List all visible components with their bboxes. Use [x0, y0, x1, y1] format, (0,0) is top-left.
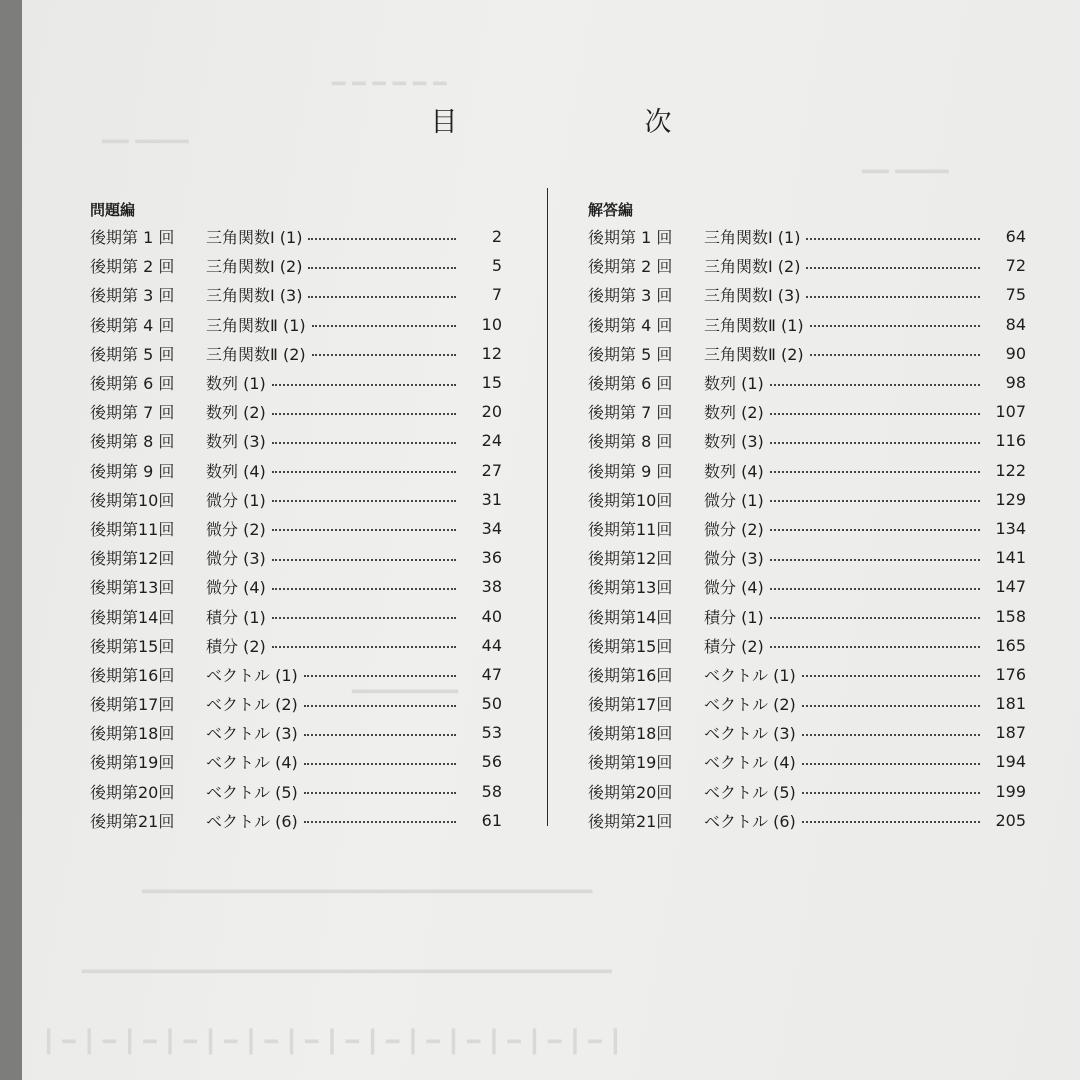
toc-topic: 微分 (2) — [704, 519, 764, 539]
toc-page-number: 107 — [995, 402, 1026, 422]
toc-leader-dots — [304, 675, 456, 677]
toc-leader-dots — [312, 354, 456, 356]
toc-page-number: 12 — [481, 343, 502, 363]
toc-topic: ベクトル (6) — [704, 811, 796, 831]
toc-page-number: 5 — [491, 256, 502, 276]
toc-topic: 数列 (3) — [704, 432, 764, 452]
toc-entry — [588, 368, 1026, 397]
toc-topic: 積分 (1) — [206, 607, 266, 627]
toc-topic: ベクトル (2) — [704, 695, 796, 715]
toc-leader-dots — [272, 413, 456, 415]
toc-entry — [588, 310, 1026, 339]
toc-page-number: 31 — [481, 489, 502, 509]
toc-session: 後期第 3 回 — [588, 286, 673, 306]
toc-page-number: 72 — [1005, 256, 1026, 276]
toc-page-number: 24 — [481, 431, 502, 451]
toc-page-number: 129 — [995, 489, 1026, 509]
page-title: 目 次 — [430, 107, 752, 138]
toc-topic: ベクトル (6) — [206, 811, 298, 831]
toc-topic: 三角関数Ⅰ (3) — [704, 286, 801, 306]
toc-session: 後期第 8 回 — [90, 432, 175, 452]
toc-leader-dots — [308, 267, 456, 269]
toc-session: 後期第 6 回 — [588, 374, 673, 394]
toc-entry — [90, 747, 502, 776]
toc-entry — [588, 543, 1026, 572]
show-through-text: ━━ ━━━━ — [862, 160, 949, 185]
document-page — [22, 0, 1080, 1080]
toc-entry — [588, 572, 1026, 601]
toc-leader-dots — [802, 792, 980, 794]
toc-topic: ベクトル (4) — [206, 753, 298, 773]
toc-leader-dots — [272, 559, 456, 561]
toc-session: 後期第10回 — [588, 490, 673, 510]
toc-session: 後期第 9 回 — [588, 461, 673, 481]
toc-topic: 三角関数Ⅰ (2) — [704, 257, 801, 277]
toc-leader-dots — [806, 267, 980, 269]
toc-session: 後期第21回 — [90, 811, 175, 831]
toc-session: 後期第14回 — [90, 607, 175, 627]
toc-session: 後期第17回 — [588, 695, 673, 715]
toc-entry — [588, 339, 1026, 368]
toc-session: 後期第15回 — [90, 636, 175, 656]
toc-page-number: 47 — [481, 664, 502, 684]
toc-session: 後期第18回 — [588, 724, 673, 744]
toc-leader-dots — [770, 471, 980, 473]
toc-leader-dots — [810, 325, 980, 327]
toc-topic: 数列 (3) — [206, 432, 266, 452]
toc-page-number: 75 — [1005, 285, 1026, 305]
toc-session: 後期第 3 回 — [90, 286, 175, 306]
toc-page-number: 90 — [1005, 343, 1026, 363]
toc-session: 後期第19回 — [588, 753, 673, 773]
problems-list — [90, 222, 502, 835]
toc-topic: 微分 (3) — [206, 549, 266, 569]
toc-entry — [588, 251, 1026, 280]
toc-session: 後期第16回 — [90, 665, 175, 685]
toc-topic: 三角関数Ⅱ (2) — [704, 344, 804, 364]
toc-page-number: 98 — [1005, 373, 1026, 393]
toc-page-number: 27 — [481, 460, 502, 480]
toc-leader-dots — [272, 646, 456, 648]
toc-entry — [588, 660, 1026, 689]
toc-session: 後期第13回 — [588, 578, 673, 598]
toc-page-number: 34 — [481, 518, 502, 538]
toc-session: 後期第 5 回 — [588, 344, 673, 364]
toc-session: 後期第15回 — [588, 636, 673, 656]
toc-leader-dots — [304, 792, 456, 794]
toc-page-number: 20 — [481, 402, 502, 422]
toc-page-number: 194 — [995, 752, 1026, 772]
show-through-text: ━ ━ ━ ━ ━ ━ — [332, 72, 447, 97]
toc-page-number: 50 — [481, 694, 502, 714]
toc-leader-dots — [802, 705, 980, 707]
toc-page-number: 122 — [995, 460, 1026, 480]
toc-session: 後期第 7 回 — [90, 403, 175, 423]
toc-entry — [588, 747, 1026, 776]
toc-leader-dots — [272, 384, 456, 386]
toc-topic: 三角関数Ⅱ (1) — [704, 315, 804, 335]
toc-topic: 積分 (2) — [704, 636, 764, 656]
toc-session: 後期第10回 — [90, 490, 175, 510]
toc-session: 後期第 1 回 — [90, 228, 175, 248]
toc-topic: 微分 (3) — [704, 549, 764, 569]
toc-topic: 三角関数Ⅱ (2) — [206, 344, 306, 364]
toc-entry — [588, 777, 1026, 806]
toc-session: 後期第 8 回 — [588, 432, 673, 452]
toc-session: 後期第 2 回 — [90, 257, 175, 277]
toc-entry — [90, 689, 502, 718]
toc-topic: ベクトル (5) — [206, 782, 298, 802]
problems-column — [90, 198, 502, 835]
toc-page-number: 2 — [491, 227, 502, 247]
toc-entry — [588, 514, 1026, 543]
toc-leader-dots — [272, 471, 456, 473]
toc-entry — [588, 456, 1026, 485]
toc-session: 後期第13回 — [90, 578, 175, 598]
answers-list — [588, 222, 1026, 835]
toc-session: 後期第21回 — [588, 811, 673, 831]
toc-entry — [90, 660, 502, 689]
toc-session: 後期第20回 — [90, 782, 175, 802]
toc-topic: 微分 (4) — [206, 578, 266, 598]
toc-page-number: 44 — [481, 635, 502, 655]
toc-entry — [90, 368, 502, 397]
toc-leader-dots — [770, 559, 980, 561]
toc-entry — [588, 426, 1026, 455]
toc-leader-dots — [802, 675, 980, 677]
show-through-text: ━━━━━━━━━━━━━━━━━━━━━━━━━━━━━━━━━━━━━━━━ — [82, 960, 612, 985]
toc-page-number: 134 — [995, 518, 1026, 538]
toc-page-number: 141 — [995, 548, 1026, 568]
toc-leader-dots — [770, 588, 980, 590]
toc-leader-dots — [272, 529, 456, 531]
toc-entry — [588, 689, 1026, 718]
toc-session: 後期第14回 — [588, 607, 673, 627]
toc-page-number: 84 — [1005, 314, 1026, 334]
toc-entry — [588, 631, 1026, 660]
toc-entry — [90, 456, 502, 485]
toc-leader-dots — [770, 442, 980, 444]
toc-entry — [588, 806, 1026, 835]
toc-leader-dots — [770, 646, 980, 648]
show-through-text: ━━━━━━━━ — [352, 680, 458, 705]
toc-entry — [90, 543, 502, 572]
toc-session: 後期第19回 — [90, 753, 175, 773]
toc-session: 後期第 1 回 — [588, 228, 673, 248]
toc-topic: ベクトル (3) — [206, 724, 298, 744]
toc-leader-dots — [308, 296, 456, 298]
toc-page-number: 58 — [481, 781, 502, 801]
toc-page-number: 147 — [995, 577, 1026, 597]
toc-topic: 微分 (1) — [704, 490, 764, 510]
toc-topic: ベクトル (5) — [704, 782, 796, 802]
toc-entry — [90, 718, 502, 747]
toc-page-number: 53 — [481, 723, 502, 743]
toc-page-number: 187 — [995, 723, 1026, 743]
toc-session: 後期第11回 — [588, 519, 673, 539]
toc-topic: 積分 (1) — [704, 607, 764, 627]
toc-entry — [90, 485, 502, 514]
toc-entry — [90, 397, 502, 426]
toc-entry — [90, 572, 502, 601]
toc-entry — [90, 777, 502, 806]
toc-entry — [90, 339, 502, 368]
toc-session: 後期第 2 回 — [588, 257, 673, 277]
toc-page-number: 38 — [481, 577, 502, 597]
toc-topic: 微分 (1) — [206, 490, 266, 510]
toc-page-number: 199 — [995, 781, 1026, 801]
toc-page-number: 56 — [481, 752, 502, 772]
toc-session: 後期第 4 回 — [90, 315, 175, 335]
toc-page-number: 7 — [491, 285, 502, 305]
toc-page-number: 36 — [481, 548, 502, 568]
toc-session: 後期第20回 — [588, 782, 673, 802]
toc-session: 後期第16回 — [588, 665, 673, 685]
toc-topic: 数列 (1) — [704, 374, 764, 394]
toc-entry — [588, 718, 1026, 747]
toc-entry — [90, 426, 502, 455]
toc-topic: 数列 (1) — [206, 374, 266, 394]
toc-session: 後期第12回 — [90, 549, 175, 569]
toc-topic: ベクトル (1) — [704, 665, 796, 685]
toc-topic: ベクトル (2) — [206, 695, 298, 715]
problems-heading: 問題編 — [90, 201, 136, 219]
toc-leader-dots — [312, 325, 456, 327]
toc-leader-dots — [770, 413, 980, 415]
toc-session: 後期第 5 回 — [90, 344, 175, 364]
toc-page-number: 61 — [481, 810, 502, 830]
toc-page-number: 10 — [481, 314, 502, 334]
toc-leader-dots — [770, 500, 980, 502]
toc-session: 後期第 7 回 — [588, 403, 673, 423]
toc-topic: ベクトル (1) — [206, 665, 298, 685]
toc-page-number: 176 — [995, 664, 1026, 684]
toc-leader-dots — [304, 763, 456, 765]
toc-leader-dots — [770, 529, 980, 531]
toc-entry — [90, 601, 502, 630]
toc-topic: 三角関数Ⅰ (2) — [206, 257, 303, 277]
toc-entry — [588, 485, 1026, 514]
toc-topic: 積分 (2) — [206, 636, 266, 656]
toc-leader-dots — [272, 500, 456, 502]
show-through-text: ━━ ━━━━ — [102, 130, 189, 155]
toc-leader-dots — [810, 354, 980, 356]
toc-page-number: 158 — [995, 606, 1026, 626]
show-through-text: ━━━━━━━━━━━━━━━━━━━━━━━━━━━━━━━━━━ — [142, 880, 593, 905]
toc-topic: 三角関数Ⅰ (1) — [206, 228, 303, 248]
toc-page-number: 165 — [995, 635, 1026, 655]
toc-topic: 数列 (2) — [704, 403, 764, 423]
show-through-text: ┃ ━ ┃ ━ ┃ ━ ┃ ━ ┃ ━ ┃ ━ ┃ ━ ┃ ━ ┃ ━ ┃ ━ ┃ ━ ┃ ━ ┃ ━ ┃ ━ ┃ — [42, 1030, 622, 1055]
toc-session: 後期第11回 — [90, 519, 175, 539]
toc-leader-dots — [272, 617, 456, 619]
toc-leader-dots — [802, 821, 980, 823]
toc-topic: 微分 (4) — [704, 578, 764, 598]
toc-entry — [90, 806, 502, 835]
toc-page-number: 64 — [1005, 227, 1026, 247]
toc-session: 後期第 9 回 — [90, 461, 175, 481]
toc-page-number: 116 — [995, 431, 1026, 451]
toc-session: 後期第17回 — [90, 695, 175, 715]
toc-leader-dots — [802, 734, 980, 736]
toc-entry — [90, 514, 502, 543]
toc-leader-dots — [272, 442, 456, 444]
toc-leader-dots — [770, 617, 980, 619]
toc-topic: 三角関数Ⅱ (1) — [206, 315, 306, 335]
toc-page-number: 40 — [481, 606, 502, 626]
toc-topic: 三角関数Ⅰ (3) — [206, 286, 303, 306]
toc-entry — [588, 280, 1026, 309]
toc-leader-dots — [802, 763, 980, 765]
toc-leader-dots — [304, 821, 456, 823]
toc-topic: 数列 (4) — [206, 461, 266, 481]
toc-topic: 数列 (2) — [206, 403, 266, 423]
toc-entry — [588, 397, 1026, 426]
toc-topic: ベクトル (4) — [704, 753, 796, 773]
toc-entry — [588, 601, 1026, 630]
answers-heading: 解答編 — [588, 201, 634, 219]
toc-entry — [90, 251, 502, 280]
toc-topic: 微分 (2) — [206, 519, 266, 539]
toc-leader-dots — [304, 734, 456, 736]
toc-page-number: 15 — [481, 373, 502, 393]
toc-entry — [90, 631, 502, 660]
column-divider — [547, 188, 548, 826]
toc-session: 後期第12回 — [588, 549, 673, 569]
toc-entry — [90, 310, 502, 339]
toc-entry — [90, 222, 502, 251]
answers-column — [588, 198, 1026, 835]
toc-page-number: 181 — [995, 694, 1026, 714]
toc-leader-dots — [304, 705, 456, 707]
toc-entry — [90, 280, 502, 309]
toc-topic: 数列 (4) — [704, 461, 764, 481]
toc-leader-dots — [806, 238, 980, 240]
toc-topic: 三角関数Ⅰ (1) — [704, 228, 801, 248]
toc-entry — [588, 222, 1026, 251]
toc-leader-dots — [272, 588, 456, 590]
toc-topic: ベクトル (3) — [704, 724, 796, 744]
toc-session: 後期第18回 — [90, 724, 175, 744]
toc-leader-dots — [308, 238, 456, 240]
toc-leader-dots — [770, 384, 980, 386]
toc-session: 後期第 6 回 — [90, 374, 175, 394]
toc-session: 後期第 4 回 — [588, 315, 673, 335]
toc-leader-dots — [806, 296, 980, 298]
toc-page-number: 205 — [995, 810, 1026, 830]
